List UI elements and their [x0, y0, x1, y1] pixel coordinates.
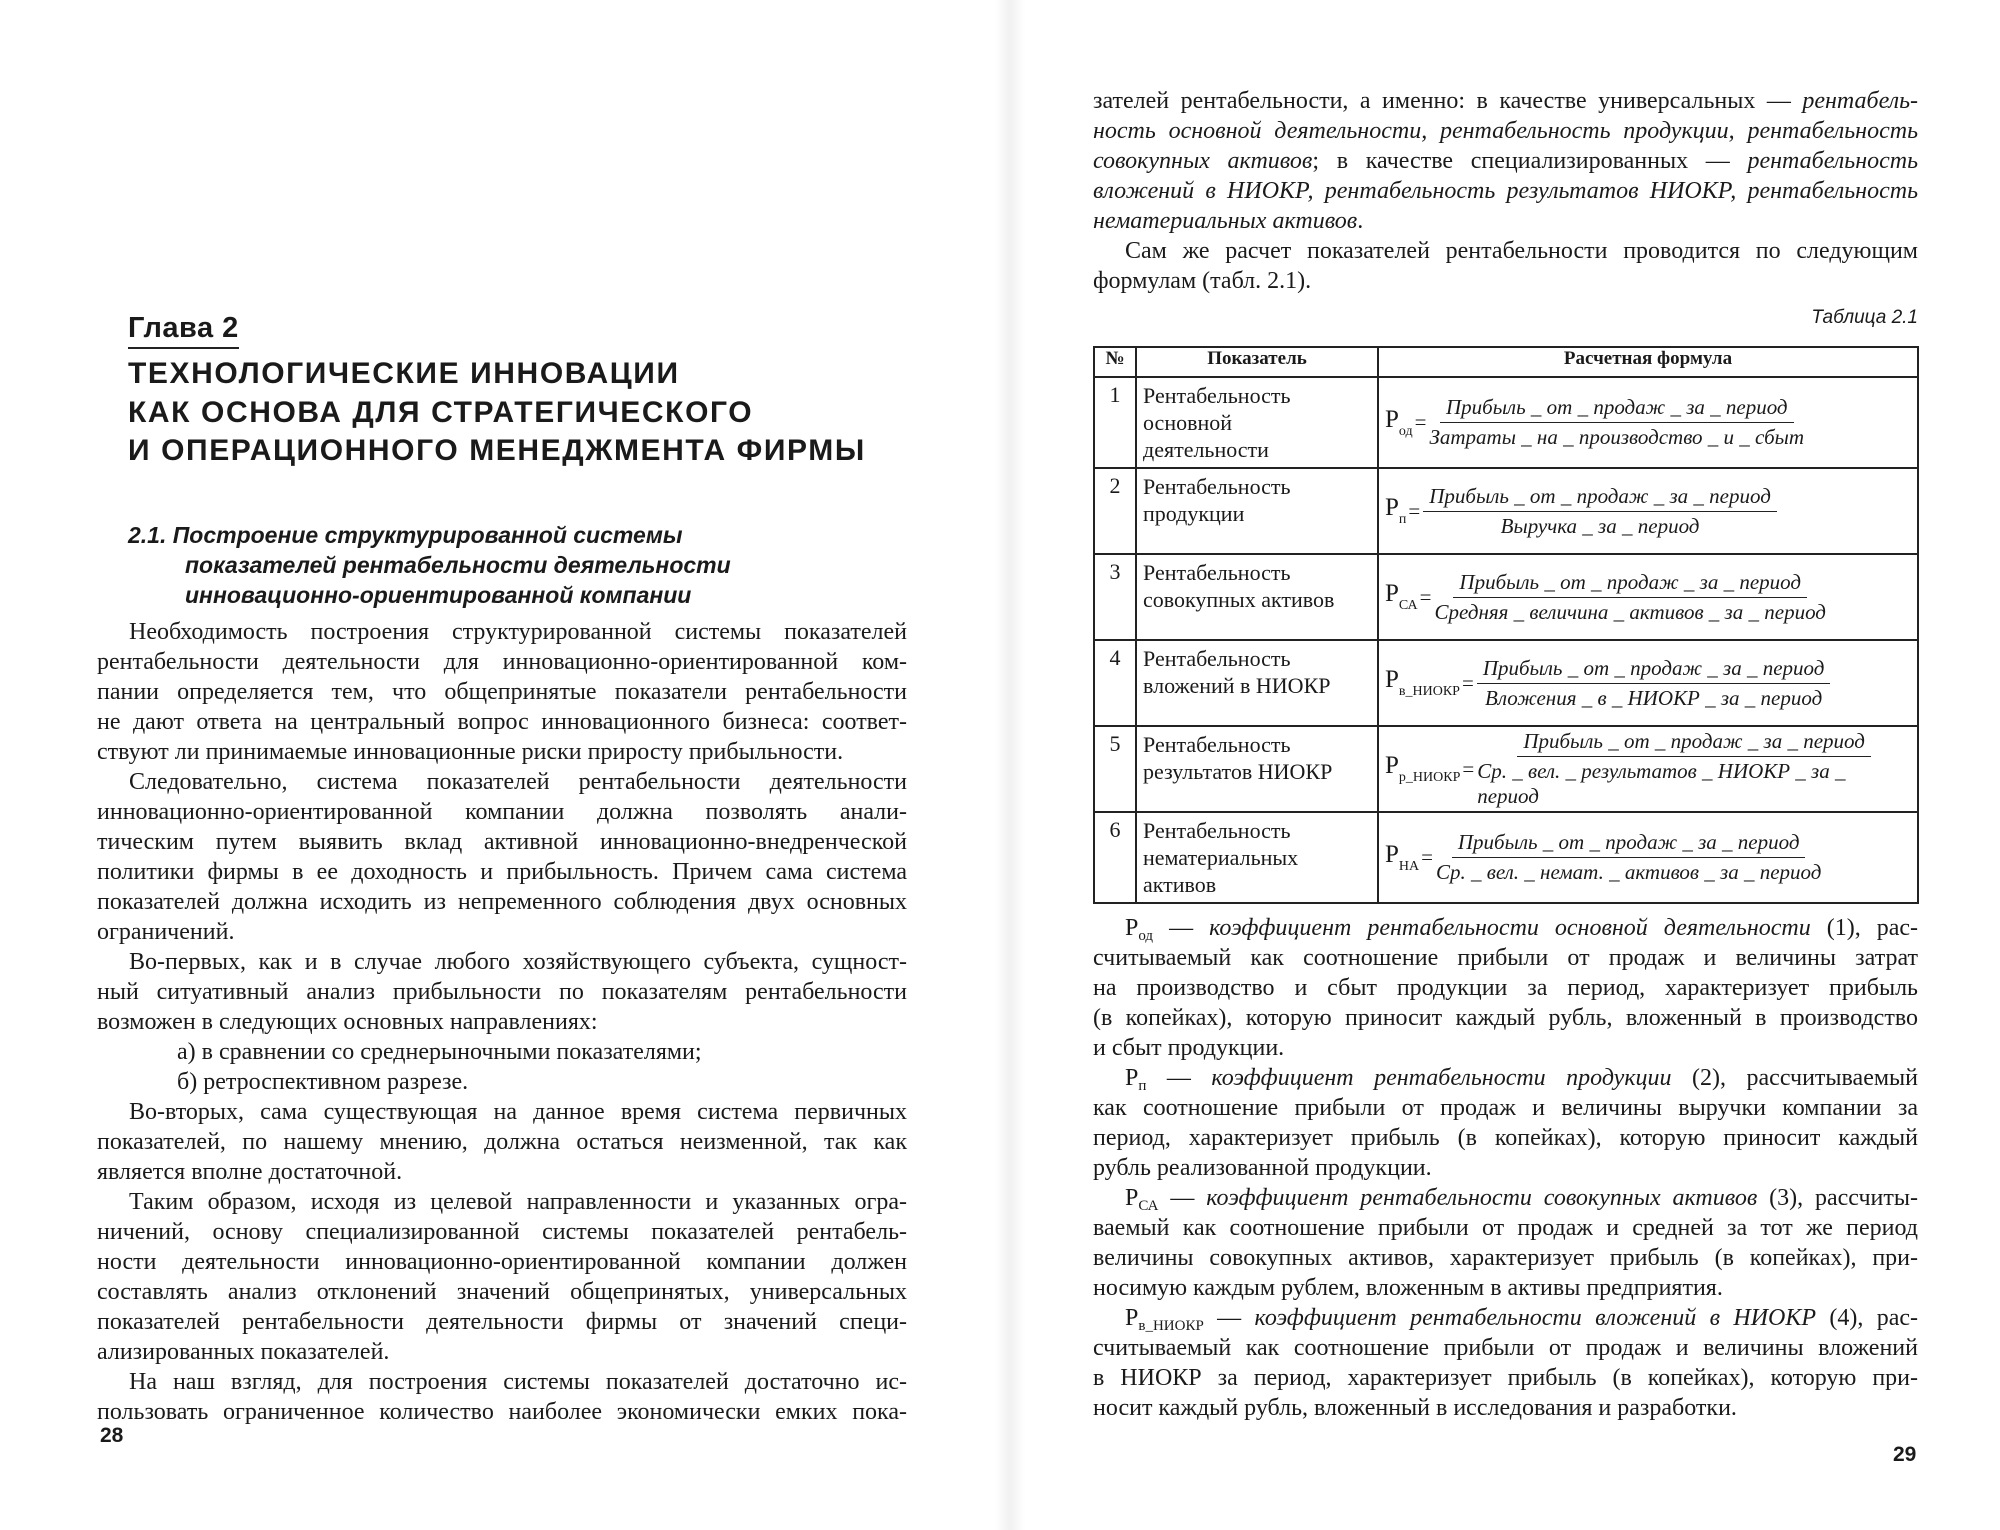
subscript: в_НИОКР — [1138, 1318, 1204, 1334]
equals-sign: = — [1421, 845, 1433, 869]
text-line — [97, 797, 907, 827]
text-line — [97, 647, 907, 677]
formula — [1385, 729, 1911, 809]
row-number: 5 — [1094, 726, 1136, 812]
symbol-subscript: НА — [1398, 858, 1420, 874]
text-line — [1093, 913, 1918, 943]
text-line — [97, 1037, 907, 1067]
text-line — [1093, 206, 1918, 236]
indicator-name-line: вложений в НИОКР — [1143, 673, 1331, 698]
left-body-text — [97, 617, 907, 1427]
text-line — [1093, 1363, 1918, 1393]
text-line — [97, 1157, 907, 1187]
formula — [1385, 830, 1911, 885]
text-line — [1093, 176, 1918, 206]
paragraph — [1093, 86, 1918, 236]
text-run: считываемый как соотношение прибыли от продаж и величины вложений — [1093, 1335, 1918, 1361]
fraction — [1423, 484, 1777, 539]
formula — [1385, 570, 1911, 625]
denominator: Ср. _ вел. _ результатов _ НИОКР _ за _ период — [1477, 759, 1846, 808]
formula-cell — [1378, 812, 1918, 903]
page-number: 28 — [100, 1424, 124, 1447]
equals-sign: = — [1461, 670, 1474, 695]
text-run: коэффициент рентабельности вложений в НИОКР — [1254, 1305, 1816, 1331]
text-run: Необходимость построения структурированной системы показателей — [129, 619, 907, 645]
text-run: Следовательно, система показателей рентабельности деятельности — [129, 769, 907, 795]
text-line — [1093, 1183, 1918, 1213]
text-run: пользовать ограниченное количество наиболее экономически емких пока- — [97, 1399, 907, 1425]
text-run: ность основной деятельности, рентабельность продукции, рентабельность — [1093, 118, 1918, 144]
section-heading-line: инновационно-ориентированной компании — [185, 582, 692, 608]
symbol-subscript: в_НИОКР — [1398, 684, 1460, 699]
text-run: рубль реализованной продукции. — [1093, 1155, 1432, 1181]
symbol-letter: Р — [1385, 752, 1399, 779]
text-run: величины совокупных активов, характеризует прибыль (в копейках), при- — [1093, 1245, 1918, 1271]
text-run: Р — [1125, 915, 1139, 941]
text-run: — — [1158, 1185, 1207, 1211]
text-line — [97, 617, 907, 647]
text-line — [97, 977, 907, 1007]
text-line — [1093, 1123, 1918, 1153]
text-run: ограничений. — [97, 919, 235, 945]
numerator: Прибыль _ от _ продаж _ за _ период — [1440, 395, 1794, 423]
text-run: составлять анализ отклонений значений общепринятых, универсальных — [97, 1279, 907, 1305]
denominator: Ср. _ вел. _ немат. _ активов _ за _ период — [1435, 860, 1822, 884]
formula-symbol — [1385, 406, 1413, 440]
equals-sign: = — [1462, 756, 1475, 781]
formula-symbol — [1385, 841, 1419, 875]
text-line — [97, 767, 907, 797]
indicator-name-line: Рентабельность — [1143, 732, 1291, 757]
table-header-row — [1094, 347, 1918, 377]
chapter-title-line: ТЕХНОЛОГИЧЕСКИЕ ИННОВАЦИИ — [128, 357, 680, 390]
paragraph — [97, 1067, 907, 1097]
denominator: Вложения _ в _ НИОКР _ за _ период — [1485, 685, 1823, 710]
text-run: совокупных активов — [1093, 148, 1313, 174]
text-run: показателей рентабельности деятельности фирмы от значений специ- — [97, 1309, 907, 1335]
text-line — [97, 1097, 907, 1127]
text-run: в НИОКР за период, характеризует прибыль (в копейках), которую при- — [1093, 1365, 1918, 1391]
text-line — [1093, 1003, 1918, 1033]
indicator-name-line: Рентабельность — [1143, 646, 1291, 671]
paragraph — [97, 617, 907, 767]
numerator: Прибыль _ от _ продаж _ за _ период — [1517, 729, 1871, 757]
text-run: (1), рас- — [1810, 915, 1919, 941]
text-line — [97, 1187, 907, 1217]
right-body-text-bottom — [1093, 913, 1918, 1423]
table-row — [1094, 377, 1918, 468]
text-line — [1093, 266, 1918, 296]
numerator: Прибыль _ от _ продаж _ за _ период — [1477, 656, 1831, 684]
text-run: ; в качестве специализированных — — [1312, 148, 1748, 174]
text-run: показателей, по нашему мнению, должна остаться неизменной, так как — [97, 1129, 907, 1155]
indicator-name-line: продукции — [1143, 501, 1245, 526]
page-number: 29 — [1893, 1443, 1917, 1466]
text-line — [1093, 1393, 1918, 1423]
text-line — [1093, 1303, 1918, 1333]
table-row — [1094, 640, 1918, 726]
text-run: — — [1203, 1305, 1255, 1331]
text-line — [1093, 1273, 1918, 1303]
text-run: инновационно-ориентированной компании должна позволять анали- — [97, 799, 907, 825]
text-run: Таким образом, исходя из целевой направленности и указанных огра- — [129, 1189, 907, 1215]
text-run: как соотношение прибыли от продаж и величины выручки компании за — [1093, 1095, 1918, 1121]
text-line — [97, 1367, 907, 1397]
text-run: (2), рассчитываемый — [1671, 1065, 1919, 1091]
fraction — [1477, 656, 1831, 711]
formula-cell — [1378, 468, 1918, 554]
text-line — [1093, 1063, 1918, 1093]
denominator: Средняя _ величина _ активов _ за _ период — [1434, 599, 1826, 624]
text-run: политики фирмы в ее доходность и прибыльность. Причем сама система — [97, 859, 907, 885]
symbol-letter: Р — [1385, 405, 1399, 433]
fraction — [1477, 729, 1911, 809]
text-line — [97, 1247, 907, 1277]
chapter-title — [128, 355, 866, 471]
text-run: не дают ответа на центральный вопрос инновационного бизнеса: соответ- — [97, 709, 907, 735]
paragraph — [97, 767, 907, 947]
text-run: формулам (табл. 2.1). — [1093, 268, 1312, 294]
indicator-name-line: активов — [1143, 872, 1217, 897]
table-row — [1094, 468, 1918, 554]
fraction — [1436, 830, 1821, 885]
row-number: 2 — [1094, 468, 1136, 554]
text-line — [1093, 1333, 1918, 1363]
text-run: ности деятельности инновационно-ориентированной компании должен — [97, 1249, 907, 1275]
formula-table — [1093, 346, 1919, 904]
formula — [1385, 484, 1911, 539]
symbol-subscript: од — [1398, 423, 1413, 439]
row-number: 1 — [1094, 377, 1136, 468]
paragraph — [97, 1367, 907, 1427]
text-line — [97, 1307, 907, 1337]
indicator-name-line: деятельности — [1143, 437, 1269, 462]
text-line — [1093, 1033, 1918, 1063]
text-line — [97, 677, 907, 707]
text-line — [97, 1277, 907, 1307]
text-line — [1093, 116, 1918, 146]
paragraph — [1093, 1183, 1918, 1303]
text-line — [1093, 1153, 1918, 1183]
indicator-name — [1136, 377, 1378, 468]
formula — [1385, 395, 1911, 450]
text-line — [97, 1337, 907, 1367]
fraction — [1435, 570, 1826, 625]
text-run: ничений, основу специализированной системы показателей рентабель- — [97, 1219, 907, 1245]
indicator-name-line: основной — [1143, 410, 1233, 435]
equals-sign: = — [1419, 584, 1432, 609]
text-run: нематериальных активов — [1093, 208, 1358, 234]
text-run: считываемый как соотношение прибыли от продаж и величины затрат — [1093, 945, 1918, 971]
text-run: носит каждый рубль, вложенный в исследования и разработки. — [1093, 1395, 1737, 1421]
table-row — [1094, 554, 1918, 640]
text-run: (3), рассчиты- — [1757, 1185, 1918, 1211]
text-run: Во-вторых, сама существующая на данное время система первичных — [129, 1099, 907, 1125]
text-line — [97, 857, 907, 887]
denominator: Затраты _ на _ производство _ и _ сбыт — [1429, 425, 1805, 449]
indicator-name-line: Рентабельность — [1143, 818, 1291, 843]
indicator-name — [1136, 812, 1378, 903]
text-run: Р — [1125, 1185, 1139, 1211]
column-header: Показатель — [1136, 347, 1378, 377]
text-run: ваемый как соотношение прибыли от продаж и средней за тот же период — [1093, 1215, 1918, 1241]
text-run: — — [1146, 1065, 1212, 1091]
text-run: коэффициент рентабельности основной деятельности — [1209, 915, 1811, 941]
text-run: Во-первых, как и в случае любого хозяйствующего субъекта, сущност- — [129, 949, 907, 975]
text-run: зателей рентабельности, а именно: в качестве универсальных — — [1093, 88, 1803, 114]
indicator-name — [1136, 640, 1378, 726]
numerator: Прибыль _ от _ продаж _ за _ период — [1452, 830, 1806, 858]
paragraph — [97, 1187, 907, 1367]
indicator-name — [1136, 726, 1378, 812]
formula-symbol — [1385, 580, 1418, 614]
table-row — [1094, 812, 1918, 903]
text-run: — — [1153, 915, 1210, 941]
indicator-name-line: результатов НИОКР — [1143, 759, 1333, 784]
paragraph — [1093, 1063, 1918, 1183]
text-run: показателей должна исходить из непременного соблюдения двух основных — [97, 889, 907, 915]
text-run: пании определяется тем, что общепринятые показатели рентабельности — [97, 679, 907, 705]
text-run: возможен в следующих основных направлениях: — [97, 1009, 598, 1035]
text-run: рентабель- — [1802, 88, 1918, 114]
text-line — [97, 707, 907, 737]
chapter-title-line: КАК ОСНОВА ДЛЯ СТРАТЕГИЧЕСКОГО — [128, 395, 754, 429]
text-run: коэффициент рентабельности совокупных активов — [1206, 1185, 1758, 1211]
text-line — [97, 1067, 907, 1097]
text-run: является вполне достаточной. — [97, 1159, 403, 1185]
text-run: ный ситуативный анализ прибыльности по показателям рентабельности — [97, 979, 907, 1005]
formula-cell — [1378, 726, 1918, 812]
row-number: 6 — [1094, 812, 1136, 903]
text-line — [97, 887, 907, 917]
text-run: б) ретроспективном разрезе. — [177, 1069, 469, 1095]
indicator-name — [1136, 554, 1378, 640]
formula-cell — [1378, 377, 1918, 468]
section-heading — [128, 520, 731, 610]
numerator: Прибыль _ от _ продаж _ за _ период — [1453, 570, 1807, 598]
text-line — [97, 1397, 907, 1427]
symbol-letter: Р — [1385, 494, 1399, 521]
text-run: Сам же расчет показателей рентабельности проводится по следующим — [1125, 238, 1918, 264]
text-run: а) в сравнении со среднерыночными показателями; — [177, 1039, 702, 1065]
subscript: п — [1138, 1078, 1147, 1094]
indicator-name-line: Рентабельность — [1143, 560, 1291, 585]
denominator: Выручка _ за _ период — [1500, 513, 1700, 538]
text-run: тическим путем выявить вклад активной инновационно-внедренческой — [97, 829, 907, 855]
formula-symbol — [1385, 666, 1460, 700]
text-run: (4), рас- — [1815, 1305, 1918, 1331]
symbol-subscript: п — [1398, 512, 1407, 527]
fraction — [1429, 395, 1804, 450]
column-header: № — [1094, 347, 1136, 377]
text-run: На наш взгляд, для построения системы показателей достаточно ис- — [129, 1369, 907, 1395]
indicator-name-line: Рентабельность — [1143, 474, 1291, 499]
formula — [1385, 656, 1911, 711]
paragraph — [1093, 1303, 1918, 1423]
text-run: ствуют ли принимаемые инновационные риски приросту прибыльности. — [97, 739, 844, 765]
indicator-name-line: Рентабельность — [1143, 383, 1291, 408]
row-number: 4 — [1094, 640, 1136, 726]
text-line — [97, 1007, 907, 1037]
paragraph — [97, 947, 907, 1037]
symbol-letter: Р — [1385, 840, 1399, 868]
column-header: Расчетная формула — [1378, 347, 1918, 377]
indicator-name-line: нематериальных — [1143, 845, 1299, 870]
paragraph — [1093, 236, 1918, 296]
text-run: вложений в НИОКР, рентабельность результатов НИОКР, рентабельность — [1093, 178, 1918, 204]
symbol-letter: Р — [1385, 580, 1399, 607]
table-caption: Таблица 2.1 — [1811, 307, 1918, 328]
paragraph — [97, 1097, 907, 1187]
symbol-subscript: СА — [1398, 598, 1418, 613]
paragraph — [1093, 913, 1918, 1063]
paragraph — [97, 1037, 907, 1067]
equals-sign: = — [1414, 410, 1427, 434]
formula-symbol — [1385, 752, 1460, 786]
text-line — [97, 947, 907, 977]
text-line — [97, 1127, 907, 1157]
formula-cell — [1378, 640, 1918, 726]
symbol-subscript: р_НИОКР — [1398, 770, 1461, 785]
text-line — [1093, 236, 1918, 266]
text-line — [1093, 1243, 1918, 1273]
chapter-label: Глава 2 — [128, 312, 239, 349]
chapter-title-line: И ОПЕРАЦИОННОГО МЕНЕДЖМЕНТА ФИРМЫ — [128, 434, 866, 467]
text-run: на производство и сбыт продукции за период, характеризует прибыль — [1093, 975, 1918, 1001]
text-run: (в копейках), которую приносит каждый рубль, вложенный в производство — [1093, 1005, 1918, 1031]
text-line — [1093, 146, 1918, 176]
text-run: и сбыт продукции. — [1093, 1035, 1285, 1061]
text-run: рентабельность — [1747, 148, 1919, 174]
text-line — [1093, 943, 1918, 973]
text-run: рентабельности деятельности для инновационно-ориентированной ком- — [97, 649, 907, 675]
symbol-letter: Р — [1385, 666, 1399, 693]
text-run: Р — [1125, 1305, 1139, 1331]
subscript: од — [1138, 928, 1154, 944]
text-run: период, характеризует прибыль (в копейках), которую приносит каждый — [1093, 1125, 1918, 1151]
text-line — [1093, 1093, 1918, 1123]
text-line — [97, 827, 907, 857]
text-line — [97, 737, 907, 767]
right-body-text-top — [1093, 86, 1918, 296]
numerator: Прибыль _ от _ продаж _ за _ период — [1423, 484, 1777, 512]
equals-sign: = — [1408, 498, 1421, 523]
subscript: СА — [1138, 1198, 1159, 1214]
text-run: . — [1357, 208, 1364, 234]
formula-cell — [1378, 554, 1918, 640]
text-run: ализированных показателей. — [97, 1339, 390, 1365]
text-line — [1093, 1213, 1918, 1243]
text-line — [1093, 973, 1918, 1003]
indicator-name-line: совокупных активов — [1143, 587, 1335, 612]
text-line — [1093, 86, 1918, 116]
formula-symbol — [1385, 494, 1406, 528]
row-number: 3 — [1094, 554, 1136, 640]
text-run: Р — [1125, 1065, 1139, 1091]
indicator-name — [1136, 468, 1378, 554]
text-run: коэффициент рентабельности продукции — [1211, 1065, 1672, 1091]
text-line — [97, 917, 907, 947]
text-line — [97, 1217, 907, 1247]
section-heading-line: показателей рентабельности деятельности — [185, 552, 731, 578]
table-row — [1094, 726, 1918, 812]
section-heading-line: 2.1. Построение структурированной системы — [128, 522, 683, 548]
text-run: носимую каждым рублем, вложенным в активы предприятия. — [1093, 1275, 1723, 1301]
